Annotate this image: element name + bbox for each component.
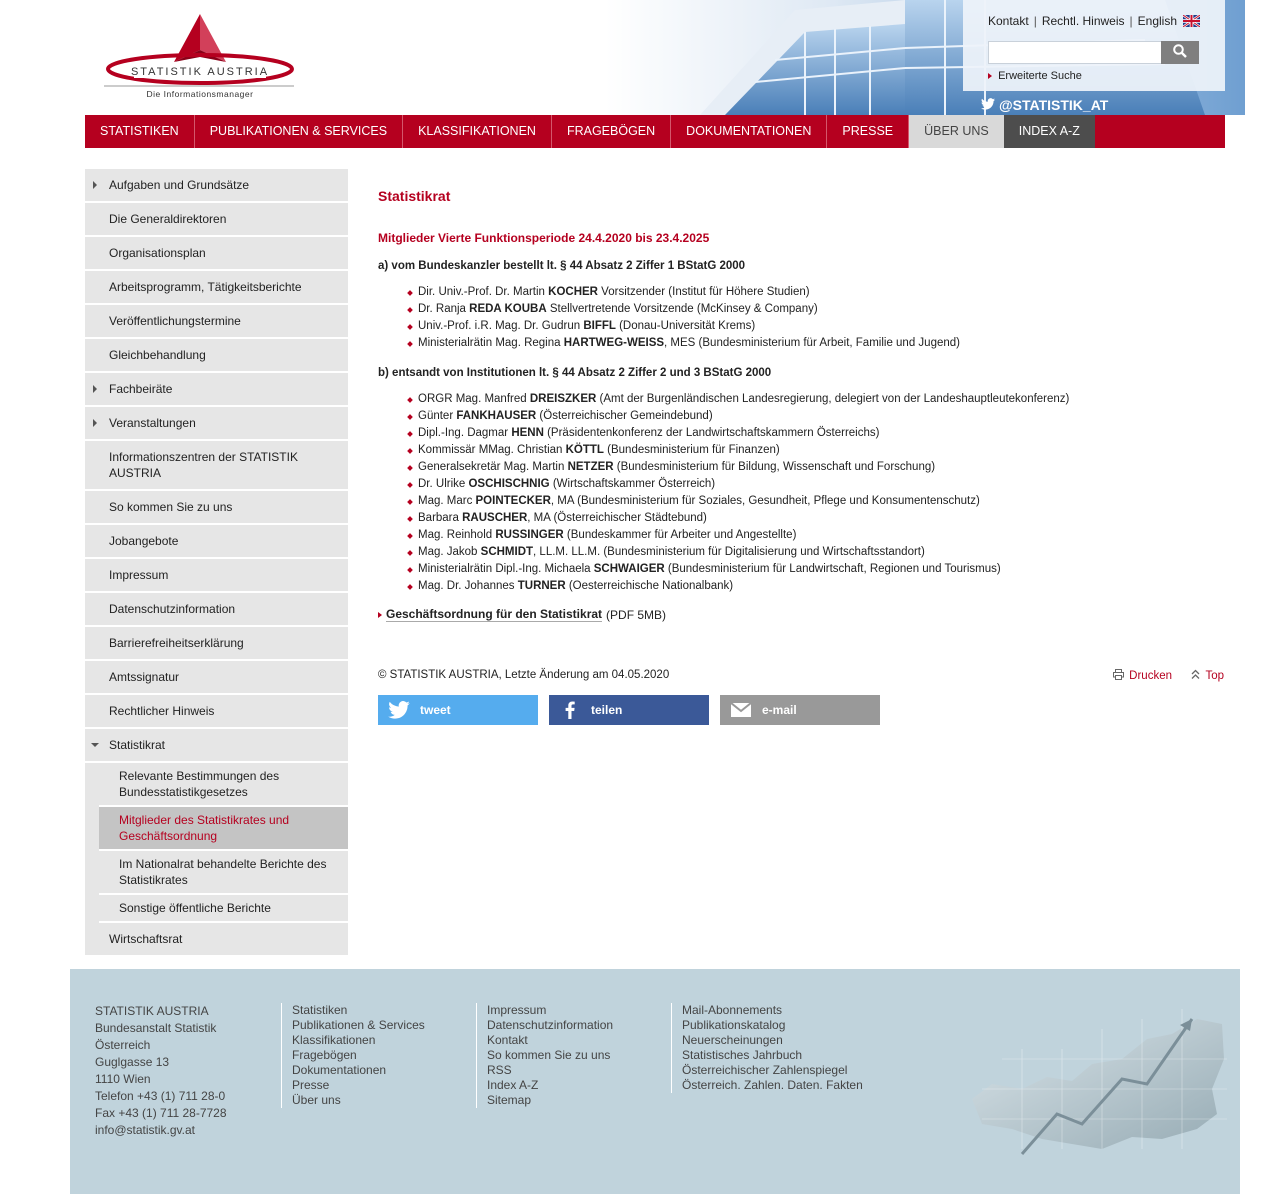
sidebar-item-barrierefreiheit[interactable] <box>85 627 348 661</box>
member-affiliation: (Bundesministerium für Finanzen) <box>603 444 780 456</box>
sidebar-subitem-nationalrat-berichte[interactable]: Im Nationalrat behandelte Berichte des Statistikrates <box>99 851 348 895</box>
member-item <box>406 391 1228 408</box>
member-affiliation: (Wirtschaftskammer Österreich) <box>549 478 716 490</box>
sidebar-item-informationszentren[interactable] <box>85 441 348 491</box>
sidebar-item-aufgaben[interactable] <box>85 169 348 203</box>
tweet-button[interactable] <box>378 695 538 725</box>
footer-link[interactable]: Impressum <box>487 1003 547 1017</box>
sidebar-item-label: Datenschutzinformation <box>109 602 236 616</box>
sidebar-subitem-mitglieder[interactable]: Mitglieder des Statistikrates und Geschäftsordnung <box>99 807 348 851</box>
footer-link[interactable]: Kontakt <box>487 1033 528 1047</box>
search-icon <box>1173 44 1187 61</box>
member-title: ORGR Mag. Manfred <box>418 393 530 405</box>
member-title: Univ.-Prof. i.R. Mag. Dr. Gudrun <box>418 320 584 332</box>
member-affiliation: (Österreichischer Gemeindebund) <box>536 410 713 422</box>
footer-link[interactable]: So kommen Sie zu uns <box>487 1048 611 1062</box>
member-title: Kommissär MMag. Christian <box>418 444 566 456</box>
sidebar-item-label: Impressum <box>109 568 169 582</box>
footer-link[interactable]: Publikationen & Services <box>292 1018 425 1032</box>
address-line: Österreich <box>95 1038 151 1052</box>
member-affiliation: (Donau-Universität Krems) <box>615 320 756 332</box>
sidebar-item-fachbeiraete[interactable] <box>85 373 348 407</box>
member-title: Dipl.-Ing. Dagmar <box>418 427 512 439</box>
sidebar-item-label: Amtssignatur <box>109 670 180 684</box>
member-title: Dr. Ulrike <box>418 478 469 490</box>
search-button[interactable] <box>1161 41 1199 64</box>
arrow-down-icon <box>91 743 99 747</box>
sidebar-item-veroeffentlichungstermine[interactable] <box>85 305 348 339</box>
footer-link[interactable]: Österreichischer Zahlenspiegel <box>682 1063 848 1077</box>
sidebar-item-arbeitsprogramm[interactable] <box>85 271 348 305</box>
footer-link[interactable]: Sitemap <box>487 1093 532 1107</box>
sidebar-item-label: Organisationsplan <box>109 246 206 260</box>
advanced-search-link[interactable]: Erweiterte Suche <box>998 70 1082 82</box>
copyright: © STATISTIK AUSTRIA, Letzte Änderung am 04.05.2020 <box>378 669 670 681</box>
print-label: Drucken <box>1129 670 1172 682</box>
nav-dokumentationen[interactable]: DOKUMENTATIONEN <box>671 115 827 148</box>
sidebar-item-label: Arbeitsprogramm, Tätigkeitsberichte <box>109 280 302 294</box>
arrow-right-icon <box>93 181 97 189</box>
sidebar-item-label: Fachbeiräte <box>109 382 173 396</box>
member-surname: SCHMIDT <box>480 546 534 558</box>
member-affiliation: (Bundesministerium für Landwirtschaft, Regionen und Tourismus) <box>664 563 1001 575</box>
member-item <box>406 510 1228 527</box>
footer-link[interactable]: Österreich. Zahlen. Daten. Fakten <box>682 1078 863 1092</box>
member-title: Mag. Marc <box>418 495 476 507</box>
arrow-right-icon <box>93 385 97 393</box>
member-item <box>406 578 1228 595</box>
member-item <box>406 442 1228 459</box>
footer-link[interactable]: Dokumentationen <box>292 1063 387 1077</box>
english-link[interactable]: English <box>1137 14 1178 28</box>
footer-link[interactable]: Publikationskatalog <box>682 1018 786 1032</box>
members-list-a <box>406 284 1228 352</box>
member-affiliation: Vorsitzender (Institut für Höhere Studien) <box>597 286 810 298</box>
statistik-austria-logo[interactable] <box>102 12 297 102</box>
member-item <box>406 561 1228 578</box>
period-subtitle: Mitglieder Vierte Funktionsperiode 24.4.2020 bis 23.4.2025 <box>378 231 710 245</box>
arrow-right-icon <box>378 612 382 618</box>
separator: | <box>1033 14 1037 28</box>
sidebar-item-label: Statistikrat <box>109 738 166 752</box>
address-line: Guglgasse 13 <box>95 1055 170 1069</box>
member-item <box>406 527 1228 544</box>
address-line: Bundesanstalt Statistik <box>95 1021 217 1035</box>
member-item <box>406 425 1228 442</box>
envelope-icon <box>720 703 762 717</box>
footer-email-link[interactable]: info@statistik.gv.at <box>95 1123 195 1137</box>
email-share-label: e-mail <box>762 703 797 717</box>
member-surname: RAUSCHER <box>462 512 528 524</box>
twitter-bird-icon <box>981 97 995 113</box>
section-b-heading: b) entsandt von Institutionen lt. § 44 Absatz 2 Ziffer 2 und 3 BStatG 2000 <box>378 367 772 379</box>
member-surname: FANKHAUSER <box>456 410 537 422</box>
address-line: STATISTIK AUSTRIA <box>95 1004 209 1018</box>
footer-link[interactable]: Über uns <box>292 1093 341 1107</box>
member-title: Generalsekretär Mag. Martin <box>418 461 568 473</box>
sidebar-item-wirtschaftsrat[interactable] <box>85 923 348 957</box>
legal-notice-link[interactable]: Rechtl. Hinweis <box>1041 14 1125 28</box>
member-affiliation: , MA (Bundesministerium für Soziales, Gesundheit, Pflege und Konsumentenschutz) <box>550 495 980 507</box>
footer-link[interactable]: Mail-Abonnements <box>682 1003 783 1017</box>
member-surname: HARTWEG-WEISS <box>563 337 665 349</box>
sidebar-item-datenschutz[interactable] <box>85 593 348 627</box>
member-title: Mag. Dr. Johannes <box>418 580 518 592</box>
sidebar-item-jobangebote[interactable] <box>85 525 348 559</box>
sidebar-item-label: So kommen Sie zu uns <box>109 500 233 514</box>
sidebar-item-label: Informationszentren der STATISTIK AUSTRIA <box>109 450 298 480</box>
svg-text:Die Informationsmanager: Die Informationsmanager <box>146 89 254 99</box>
kontakt-link[interactable]: Kontakt <box>988 14 1029 28</box>
tweet-label: tweet <box>420 703 451 717</box>
nav-ueber-uns[interactable]: ÜBER UNS <box>909 115 1004 148</box>
nav-publikationen[interactable]: PUBLIKATIONEN & SERVICES <box>195 115 403 148</box>
member-item <box>406 544 1228 561</box>
member-title: Mag. Jakob <box>418 546 481 558</box>
sidebar-item-label: Die Generaldirektoren <box>109 212 227 226</box>
footer-link[interactable]: Neuerscheinungen <box>682 1033 783 1047</box>
nav-presse[interactable]: PRESSE <box>827 115 909 148</box>
member-affiliation: , MES (Bundesministerium für Arbeit, Familie und Jugend) <box>664 337 960 349</box>
nav-statistiken[interactable]: STATISTIKEN <box>85 115 195 148</box>
sidebar-item-impressum[interactable] <box>85 559 348 593</box>
twitter-link[interactable] <box>981 97 1108 113</box>
footer-col-publications <box>671 1003 863 1093</box>
member-affiliation: , LL.M. LL.M. (Bundesministerium für Digitalisierung und Wirtschaftsstandort) <box>533 546 925 558</box>
top-label: Top <box>1205 670 1224 682</box>
member-title: Ministerialrätin Mag. Regina <box>418 337 564 349</box>
footer-address <box>95 1003 227 1139</box>
sidebar-item-label: Veröffentlichungstermine <box>109 314 241 328</box>
sidebar-item-label: Jobangebote <box>109 534 179 548</box>
sidebar-item-label: Barrierefreiheitserklärung <box>109 636 244 650</box>
member-surname: NETZER <box>567 461 614 473</box>
sidebar-item-label: Gleichbehandlung <box>109 348 206 362</box>
sidebar-item-anfahrt[interactable] <box>85 491 348 525</box>
footer-link[interactable]: RSS <box>487 1063 512 1077</box>
address-line: Telefon +43 (1) 711 28-0 <box>95 1089 226 1103</box>
member-affiliation: (Bundeskammer für Arbeiter und Angestellte) <box>563 529 797 541</box>
member-title: Barbara <box>418 512 463 524</box>
footer-link[interactable]: Klassifikationen <box>292 1033 376 1047</box>
sidebar-item-label: Aufgaben und Grundsätze <box>109 178 250 192</box>
footer-link[interactable]: Datenschutzinformation <box>487 1018 614 1032</box>
member-item <box>406 318 1228 335</box>
arrow-right-icon <box>988 73 992 79</box>
svg-text:STATISTIK AUSTRIA: STATISTIK AUSTRIA <box>130 66 270 78</box>
member-surname: BIFFL <box>583 320 616 332</box>
members-list-b <box>406 391 1228 595</box>
facebook-icon <box>549 701 591 719</box>
footer-link[interactable]: Statistisches Jahrbuch <box>682 1048 803 1062</box>
footer-link[interactable]: Fragebögen <box>292 1048 357 1062</box>
member-affiliation: (Amt der Burgenländischen Landesregierung, delegiert von der Landeshauptleutekonferenz) <box>596 393 1070 405</box>
address-line: Fax +43 (1) 711 28-7728 <box>95 1106 227 1120</box>
utility-box <box>963 0 1225 91</box>
printer-icon <box>1113 669 1124 683</box>
member-title: Mag. Reinhold <box>418 529 496 541</box>
member-surname: KÖTTL <box>565 444 604 456</box>
member-item <box>406 335 1228 352</box>
twitter-bird-icon <box>378 701 420 719</box>
footer-col-navigation <box>281 1003 425 1108</box>
sidebar-subitem-sonstige-berichte[interactable]: Sonstige öffentliche Berichte <box>99 895 348 923</box>
page-title: Statistikrat <box>378 188 451 204</box>
member-item <box>406 301 1228 318</box>
member-title: Dir. Univ.-Prof. Dr. Martin <box>418 286 549 298</box>
section-a-heading: a) vom Bundeskanzler bestellt lt. § 44 Absatz 2 Ziffer 1 BStatG 2000 <box>378 260 746 272</box>
arrow-right-icon <box>93 419 97 427</box>
member-surname: SCHWAIGER <box>593 563 665 575</box>
member-title: Dr. Ranja <box>418 303 470 315</box>
member-surname: TURNER <box>517 580 566 592</box>
sidebar-item-label: Wirtschaftsrat <box>109 932 183 946</box>
member-item <box>406 408 1228 425</box>
facebook-share-button[interactable] <box>549 695 709 725</box>
separator: | <box>1129 14 1133 28</box>
member-surname: DREISZKER <box>529 393 597 405</box>
member-surname: HENN <box>511 427 544 439</box>
search-input[interactable] <box>988 41 1162 64</box>
sidebar-item-veranstaltungen[interactable] <box>85 407 348 441</box>
member-affiliation: Stellvertretende Vorsitzende (McKinsey & Company) <box>546 303 818 315</box>
member-item <box>406 493 1228 510</box>
email-share-button[interactable] <box>720 695 880 725</box>
site-header <box>85 0 1225 115</box>
site-footer <box>70 969 1240 1194</box>
sidebar-subitem-bestimmungen[interactable]: Relevante Bestimmungen des Bundesstatistikgesetzes <box>99 763 348 807</box>
geschaeftsordnung-pdf-link[interactable]: Geschäftsordnung für den Statistikrat <box>386 607 603 621</box>
sidebar-item-label: Rechtlicher Hinweis <box>109 704 215 718</box>
print-link[interactable] <box>1113 669 1172 683</box>
advanced-search[interactable] <box>988 70 1082 82</box>
sidebar-item-amtssignatur[interactable] <box>85 661 348 695</box>
member-surname: POINTECKER <box>475 495 551 507</box>
utility-links <box>988 14 1200 28</box>
nav-klassifikationen[interactable]: KLASSIFIKATIONEN <box>403 115 552 148</box>
member-title: Ministerialrätin Dipl.-Ing. Michaela <box>418 563 594 575</box>
sidebar-navigation <box>85 169 348 957</box>
member-affiliation: (Bundesministerium für Bildung, Wissenschaft und Forschung) <box>613 461 936 473</box>
twitter-handle: @STATISTIK_AT <box>999 97 1109 113</box>
member-affiliation: (Oesterreichische Nationalbank) <box>565 580 734 592</box>
austria-map-graphic <box>962 989 1232 1169</box>
footer-col-service <box>476 1003 613 1108</box>
footer-link[interactable]: Presse <box>292 1078 330 1092</box>
member-affiliation: (Präsidentenkonferenz der Landwirtschaftskammern Österreichs) <box>543 427 880 439</box>
address-line: 1110 Wien <box>95 1072 151 1086</box>
back-to-top-link[interactable] <box>1191 669 1224 683</box>
sidebar-item-generaldirektoren[interactable] <box>85 203 348 237</box>
sidebar-item-label: Veranstaltungen <box>109 416 196 430</box>
sidebar-item-rechtlicher-hinweis[interactable] <box>85 695 348 729</box>
member-item <box>406 459 1228 476</box>
member-surname: KOCHER <box>548 286 598 298</box>
pdf-size: (PDF 5MB) <box>606 607 667 622</box>
member-item <box>406 476 1228 493</box>
member-surname: REDA KOUBA <box>469 303 547 315</box>
member-surname: OSCHISCHNIG <box>468 478 550 490</box>
content-footer <box>378 669 1224 683</box>
member-item <box>406 284 1228 301</box>
double-chevron-up-icon <box>1191 669 1200 683</box>
pdf-row <box>378 607 1228 622</box>
member-surname: RUSSINGER <box>495 529 564 541</box>
member-title: Günter <box>418 410 457 422</box>
nav-index-a-z[interactable]: INDEX A-Z <box>1004 115 1095 148</box>
member-affiliation: , MA (Österreichischer Städtebund) <box>527 512 707 524</box>
main-content <box>378 188 1228 622</box>
footer-link[interactable]: Statistiken <box>292 1003 348 1017</box>
facebook-share-label: teilen <box>591 703 623 717</box>
main-navigation <box>85 115 1225 148</box>
uk-flag-icon[interactable] <box>1183 15 1200 27</box>
sidebar-item-organisationsplan[interactable] <box>85 237 348 271</box>
nav-frageboegen[interactable]: FRAGEBÖGEN <box>552 115 671 148</box>
footer-link[interactable]: Index A-Z <box>487 1078 539 1092</box>
sidebar-item-statistikrat[interactable] <box>85 729 348 763</box>
sidebar-item-gleichbehandlung[interactable] <box>85 339 348 373</box>
